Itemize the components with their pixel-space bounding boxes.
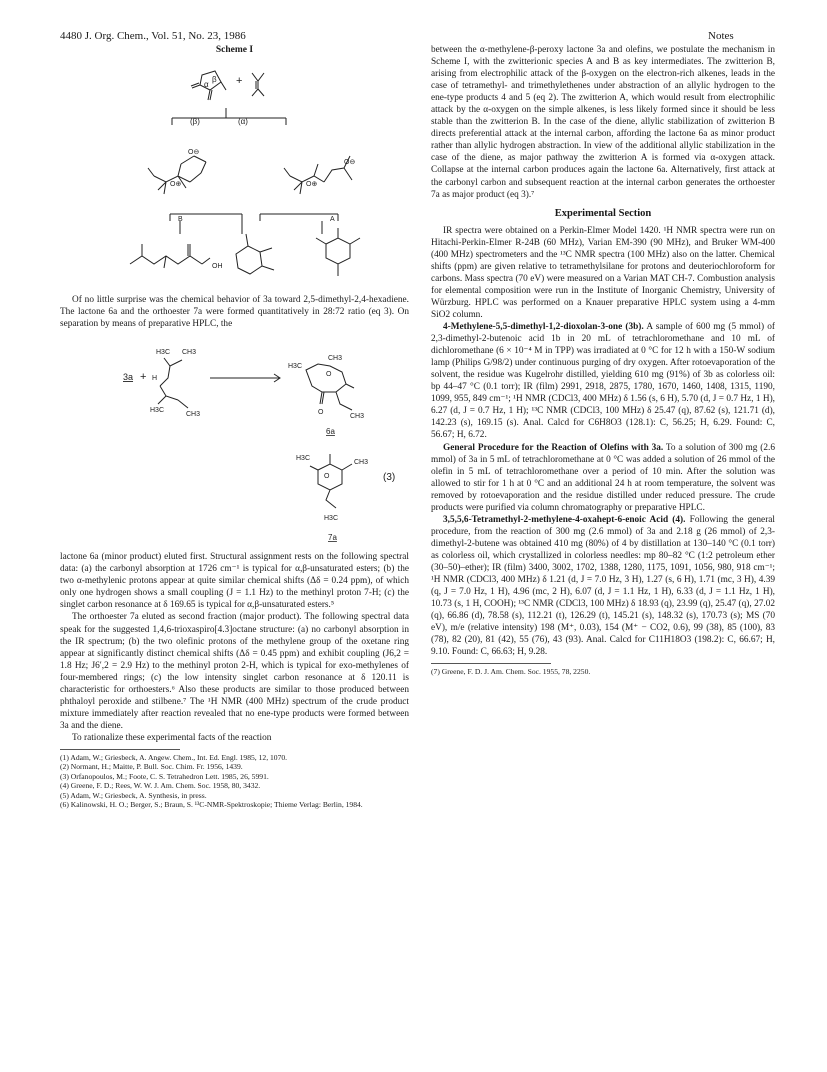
eq3-6a-ch3: CH3 [328, 355, 343, 363]
right-column [431, 44, 775, 677]
left-paragraph-1: Of no little surprise was the chemical behavior of 3a toward 2,5-dimethyl-2,4-hexadiene. The lactone 6a and the orthoester 7a were formed quantitatively in 28:72 ratio (eq 3). On separation by means of preparative HPLC, the [60, 295, 409, 330]
scheme-path-b-paren: (β) [190, 117, 200, 127]
compound-3b-paragraph [431, 321, 775, 441]
eq3-7a-o: O [324, 473, 330, 481]
eq3-7a-h3c-bottom: H3C [324, 515, 339, 523]
eq3-diene-ch3-top: CH3 [182, 349, 197, 357]
eq3-label-6a: 6a [326, 427, 335, 437]
footnote-2: (2) Normant, H.; Maitte, P. Bull. Soc. Chim. Fr. 1956, 1439. [60, 762, 243, 772]
eq3-plus: + [140, 371, 147, 384]
left-paragraph-2: lactone 6a (minor product) eluted first. Structural assignment rests on the following spectral data: (a) the carbonyl absorption at 1726 cm⁻¹ is typical for α,β-unsaturated esters; (b) the two α-methylenic protons appear at quite similar chemical shifts (Δδ = 0.24 ppm), of which only one hydrogen shows a small coupling (J = 1.1 Hz) to the methinyl proton 7-H; (c) the singlet carbon resonance at δ 169.65 is typical for α,β-unsaturated esters.⁵ [60, 552, 409, 611]
scheme-ominus-a: O⊖ [344, 159, 356, 167]
right-paragraph-1: between the α-methylene-β-peroxy lactone 3a and olefins, we postulate the mechanism in Scheme I, with the zwitterionic species A and B as key intermediates. The zwitterion B, arising from electrophilic attack of the β-oxygen on the electron-rich alkenes, leads in the case of tetramethyl- and trimethylethenes under abstraction of an allylic hydrogen to the ene-type products 4 and 5 (eq 2). The zwitterion A, which would result from electrophilic attack by the α-oxygen on the simple alkenes, is less likely formed since it should be less stable than the zwitterion B. In the case of the diene, allylic stabilization of zwitterion B directs preferential attack at the internal carbon, affording the lactone 6a as minor product rather than allylic hydrogen abstraction. In view of the additional allylic stabilization in the case of the diene, as major pathway the zwitterion A is formed via α-oxygen attack. Collapse at the internal carbon produces again the lactone 6a. Alternatively, first attack at the carbonyl carbon and subsequent reaction at the internal carbon generates the orthoester 7a as major product (eq 3).⁷ [431, 45, 775, 200]
scheme-beta-label: β [212, 75, 217, 85]
eq3-reactant-3a: 3a [123, 372, 134, 383]
section-header: Notes [708, 30, 734, 42]
equation-3-figure [60, 330, 409, 551]
scheme-1 [60, 44, 409, 294]
scheme-path-a-paren: (α) [238, 117, 248, 127]
equation-3 [60, 330, 409, 551]
eq3-6a-o: O [326, 371, 332, 379]
footnote-4: (4) Greene, F. D.; Rees, W. W. J. Am. Chem. Soc. 1958, 80, 3432. [60, 781, 261, 791]
footnote-5: (5) Adam, W.; Griesbeck, A. Synthesis, in press. [60, 790, 207, 800]
footnote-3: (3) Orfanopoulos, M.; Foote, C. S. Tetrahedron Lett. 1985, 26, 5991. [60, 771, 269, 781]
scheme-1-figure [60, 58, 409, 290]
general-procedure-paragraph [431, 442, 775, 514]
footnote-7: (7) Greene, F. D. J. Am. Chem. Soc. 1955, 78, 2250. [431, 667, 591, 677]
scheme-title: Scheme I [215, 45, 254, 55]
eq3-6a-h3c: H3C [288, 363, 303, 371]
eq3-number: (3) [383, 472, 396, 484]
eq3-label-7a: 7a [328, 533, 337, 543]
eq3-6a-ch3-bottom: CH3 [350, 413, 365, 421]
running-header: 4480 J. Org. Chem., Vol. 51, No. 23, 1986 [60, 30, 246, 42]
footnote-rule-right [431, 663, 551, 664]
left-paragraph-3: The orthoester 7a eluted as second fraction (major product). The following spectral data speak for the suggested 1,4,6-trioxaspiro[4.3]octane structure: (a) no carbonyl absorption in the IR spectrum; (b) the two olefinic protons of the methylene group of the oxetane ring appear at significantly distinct chemical shifts (Δδ = 0.45 ppm) and exhibit coupling (J6,2 = 1.8 Hz; J6′,2 = 2.9 Hz) to the methinyl proton 2-H, which is typical for exo-methylenes of four-membered rings; (c) the low intensity singlet carbon resonance at δ 120.11 is characteristic for orthoesters.⁶ Also these products are similar to those produced between phthaloyl peroxide and stilbene.⁷ The ¹H NMR (400 MHz) spectrum of the crude product mixture immediately after reaction revealed that no ene-type products were formed between 3a and the diene. [60, 612, 409, 731]
scheme-ominus-b: O⊖ [188, 149, 200, 157]
right-paragraph-2: IR spectra were obtained on a Perkin-Elmer Model 1420. ¹H NMR spectra were run on Hitachi-Perkin-Elmer R-24B (60 MHz), Varian EM-390 (90 MHz), and Bruker WM-400 (400 MHz) spectrometers and the ¹³C NMR spectra (100 MHz) also on the latter. Chemical shifts (ppm) are given relative to tetramethylsilane for protons and deuteriochloroform for carbons. Mass spectra (70 eV) were measured on a Varian MAT CH-7. Combustion analysis for elemental composition were run in the Institute of Inorganic Chemistry, University of Würzburg. HPLC was performed on a Knauer preparative HPLC system using a 4-mm SiO2 column. [431, 225, 775, 320]
eq3-7a-h3c: H3C [296, 455, 311, 463]
compound-3b-body: A sample of 600 mg (5 mmol) of 2,3-dimethyl-2-butenoic acid 1b in 20 mL of tetrachloromethane and 10 mL of dichloromethane (6 × 10⁻⁴ M in TPP) was irradiated at 0 °C for 12 h with a 150-W sodium lamp (Philips G/98/2) under continuous purging of dry oxygen. After rotoevaporation of the solvent, the residue was Kugelrohr distilled, yielding 610 mg (91%) of 3b as colorless oil: bp 44–47 °C (0.1 torr); IR (film) 2991, 2918, 2875, 1780, 1670, 1460, 1408, 1315, 1190, 1099, 955, 849 cm⁻¹; ¹H NMR (CDCl3, 400 MHz) δ 1.56 (s, 6 H), 5.70 (d, J = 0.7 Hz, 1 H), 6.27 (d, J = 0.7 Hz, 1 H); ¹³C NMR (CDCl3, 100 MHz) δ 25.47 (q), 87.62 (s), 121.71 (d), 142.23 (s), 169.15 (s). Anal. Calcd for C6H8O3 (128.1): C, 56.25; H, 6.29. Found: C, 56.67; H, 6.72. [431, 322, 775, 441]
compound-3b-heading: 4-Methylene-5,5-dimethyl-1,2-dioxolan-3-one (3b). [443, 322, 644, 333]
scheme-oplus-b: O⊕ [170, 181, 182, 189]
general-procedure-body: To a solution of 300 mg (2.6 mmol) of 3a in 5 mL of tetrachloromethane at 0 °C was added a solution of 26 mmol of the olefin in 5 mL of tetrachloromethane over a period of 10 min. After the solution was allowed to stir for 1 h at 0 °C and an additional 24 h at room temperature, the solvent was removed by rotoevaporation and the residue distilled under reduced pressure. The crude products were purified via column chromatography or preparative HPLC. [431, 442, 775, 513]
eq3-6a-carbonyl-o: O [318, 409, 324, 417]
eq3-diene-ch3-bottom: CH3 [186, 411, 201, 419]
scheme-oh: OH [212, 263, 223, 271]
footnote-1: (1) Adam, W.; Griesbeck, A. Angew. Chem., Int. Ed. Engl. 1985, 12, 1070. [60, 752, 288, 762]
compound-4-body: Following the general procedure, from the reaction of 300 mg (2.6 mmol) of 3a and 2.18 g (26 mmol) of 2,3-dimethyl-2-butene was obtained 410 mg (80%) of 4 by distillation at 130–140 °C (0.1 torr) as colorless oil, which crystallized in colorless needles: mp 80–82 °C (1:2 petroleum ether (30–50)–ether); IR (film) 3400, 3002, 1702, 1388, 1280, 1175, 1091, 1056, 980, 918 cm⁻¹; ¹H NMR (CDCl3, 400 MHz) δ 1.21 (d, J = 7.0 Hz, 3 H), 1.27 (s, 6 H), 1.71 (mc, 3 H), 4.39 (q, J = 7.0 Hz, 1 H), 4.96 (mc, 2 H), 6.07 (d, J = 1.1 Hz, 1 H), 6.33 (d, J = 1.1 Hz, 1 H), 10.73 (s, 1 H, COOH); ¹³C NMR (CDCl3, 100 MHz) δ 18.93 (q), 23.99 (q), 25.47 (q), 27.02 (q), 66.86 (d), 78.58 (s), 112.21 (t), 126.29 (t), 145.21 (s), 148.32 (s), 170.73 (s); MS (70 eV), m/e (relative intensity) 198 (M⁺, 0.03), 154 (M⁺ − CO2, 0.6), 99 (38), 85 (100), 83 (78), 82 (20), 81 (42), 55 (76), 43 (93). Anal. Calcd for C11H18O3 (198.2): C, 66.67; H, 9.10. Found: C, 66.63; H, 9.28. [431, 514, 775, 658]
eq3-7a-ch3: CH3 [354, 459, 369, 467]
scheme-oplus-a: O⊕ [306, 181, 318, 189]
compound-4-paragraph [431, 514, 775, 659]
eq3-diene-h3c-bottom: H3C [150, 407, 165, 415]
footnote-6: (6) Kalinowski, H. O.; Berger, S.; Braun, S. ¹³C-NMR-Spektroskopie; Thieme Verlag: Berlin, 1984. [60, 800, 363, 810]
scheme-plus: + [236, 75, 243, 88]
left-column [60, 44, 409, 809]
general-procedure-heading: General Procedure for the Reaction of Olefins with 3a. [443, 442, 664, 453]
compound-4-heading: 3,5,5,6-Tetramethyl-2-methylene-4-oxahept-6-enoic Acid (4). [443, 514, 686, 525]
left-paragraph-4: To rationalize these experimental facts of the reaction [72, 732, 272, 743]
scheme-label-a: A [330, 216, 335, 224]
experimental-section-title: Experimental Section [554, 207, 652, 219]
footnote-rule-left [60, 749, 180, 750]
scheme-alpha-label: α [204, 80, 209, 90]
scheme-label-b: B [178, 216, 183, 224]
eq3-diene-h: H [152, 375, 158, 383]
eq3-diene-h3c-top: H3C [156, 349, 171, 357]
footnotes-left [60, 753, 409, 809]
